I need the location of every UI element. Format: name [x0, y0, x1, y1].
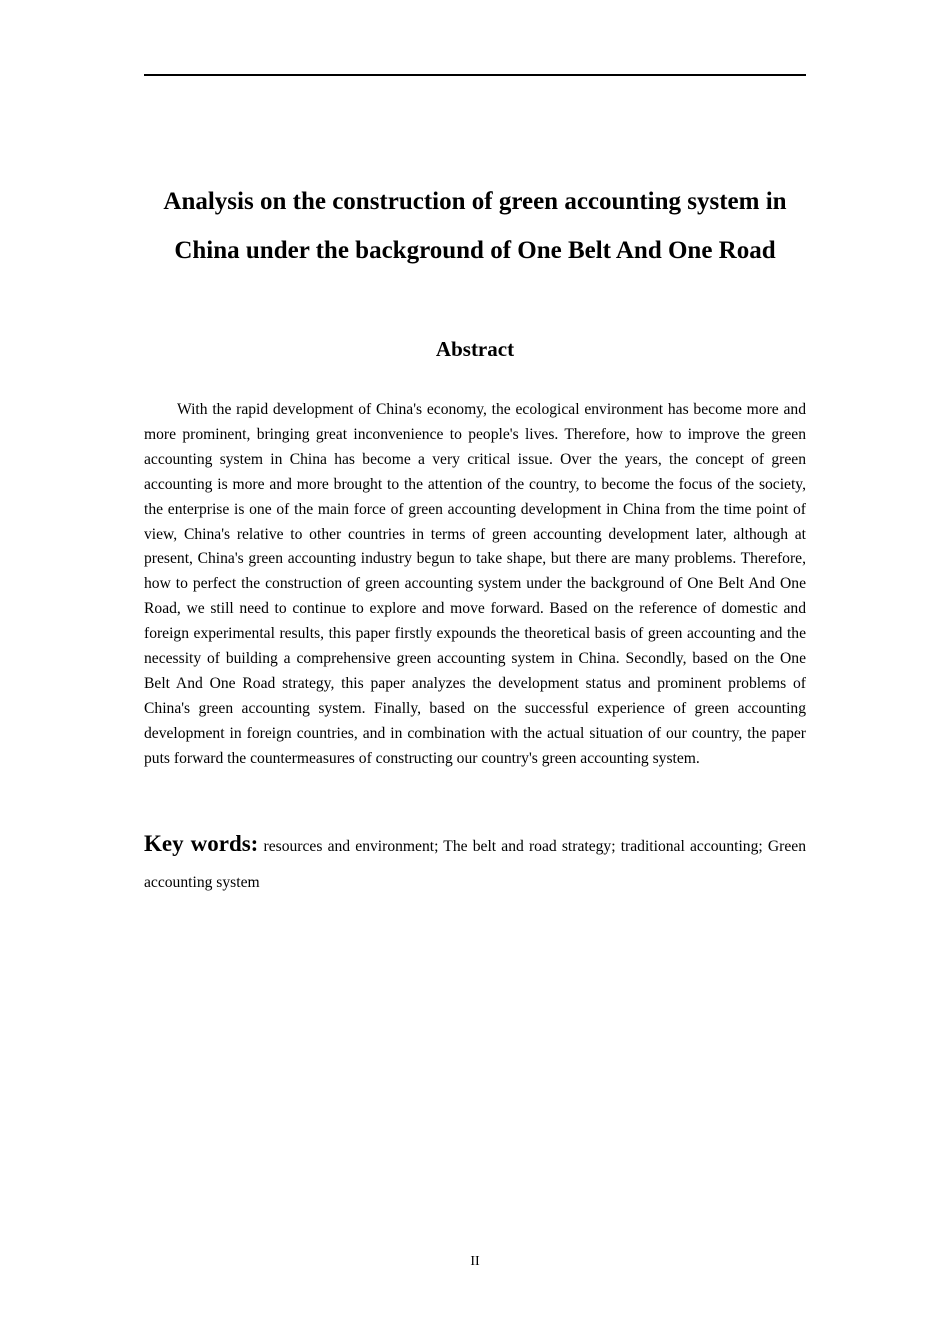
keywords-text: resources and environment; The belt and road strategy; traditional accounting; Green accounting system [144, 838, 806, 891]
header-rule [144, 74, 806, 76]
keywords-label: Key words: [144, 831, 259, 856]
abstract-body: With the rapid development of China's economy, the ecological environment has become more and more prominent, bringing great inconvenience to people's lives. Therefore, how to improve the green accounting system in China has become a very critical issue. Over the years, the concept of green accounting is more and more brought to the attention of the country, to become the focus of the society, the enterprise is one of the main force of green accounting development in China from the time point of view, China's relative to other countries in terms of green accounting development later, although at present, China's green accounting industry begun to take shape, but there are many problems. Therefore, how to perfect the construction of green accounting system under the background of One Belt And One Road, we still need to continue to explore and move forward. Based on the reference of domestic and foreign experimental results, this paper firstly expounds the theoretical basis of green accounting and the necessity of building a comprehensive green accounting system in China. Secondly, based on the One Belt And One Road strategy, this paper analyzes the development status and prominent problems of China's green accounting system. Finally, based on the successful experience of green accounting development in foreign countries, and in combination with the actual situation of our country, the paper puts forward the countermeasures of constructing our country's green accounting system. [144, 401, 806, 767]
paper-title: Analysis on the construction of green accounting system in China under the background of One Belt And One Road [163, 188, 787, 264]
page-number: II [470, 1254, 480, 1269]
abstract-heading: Abstract [435, 337, 515, 361]
keywords-paragraph [144, 826, 806, 901]
